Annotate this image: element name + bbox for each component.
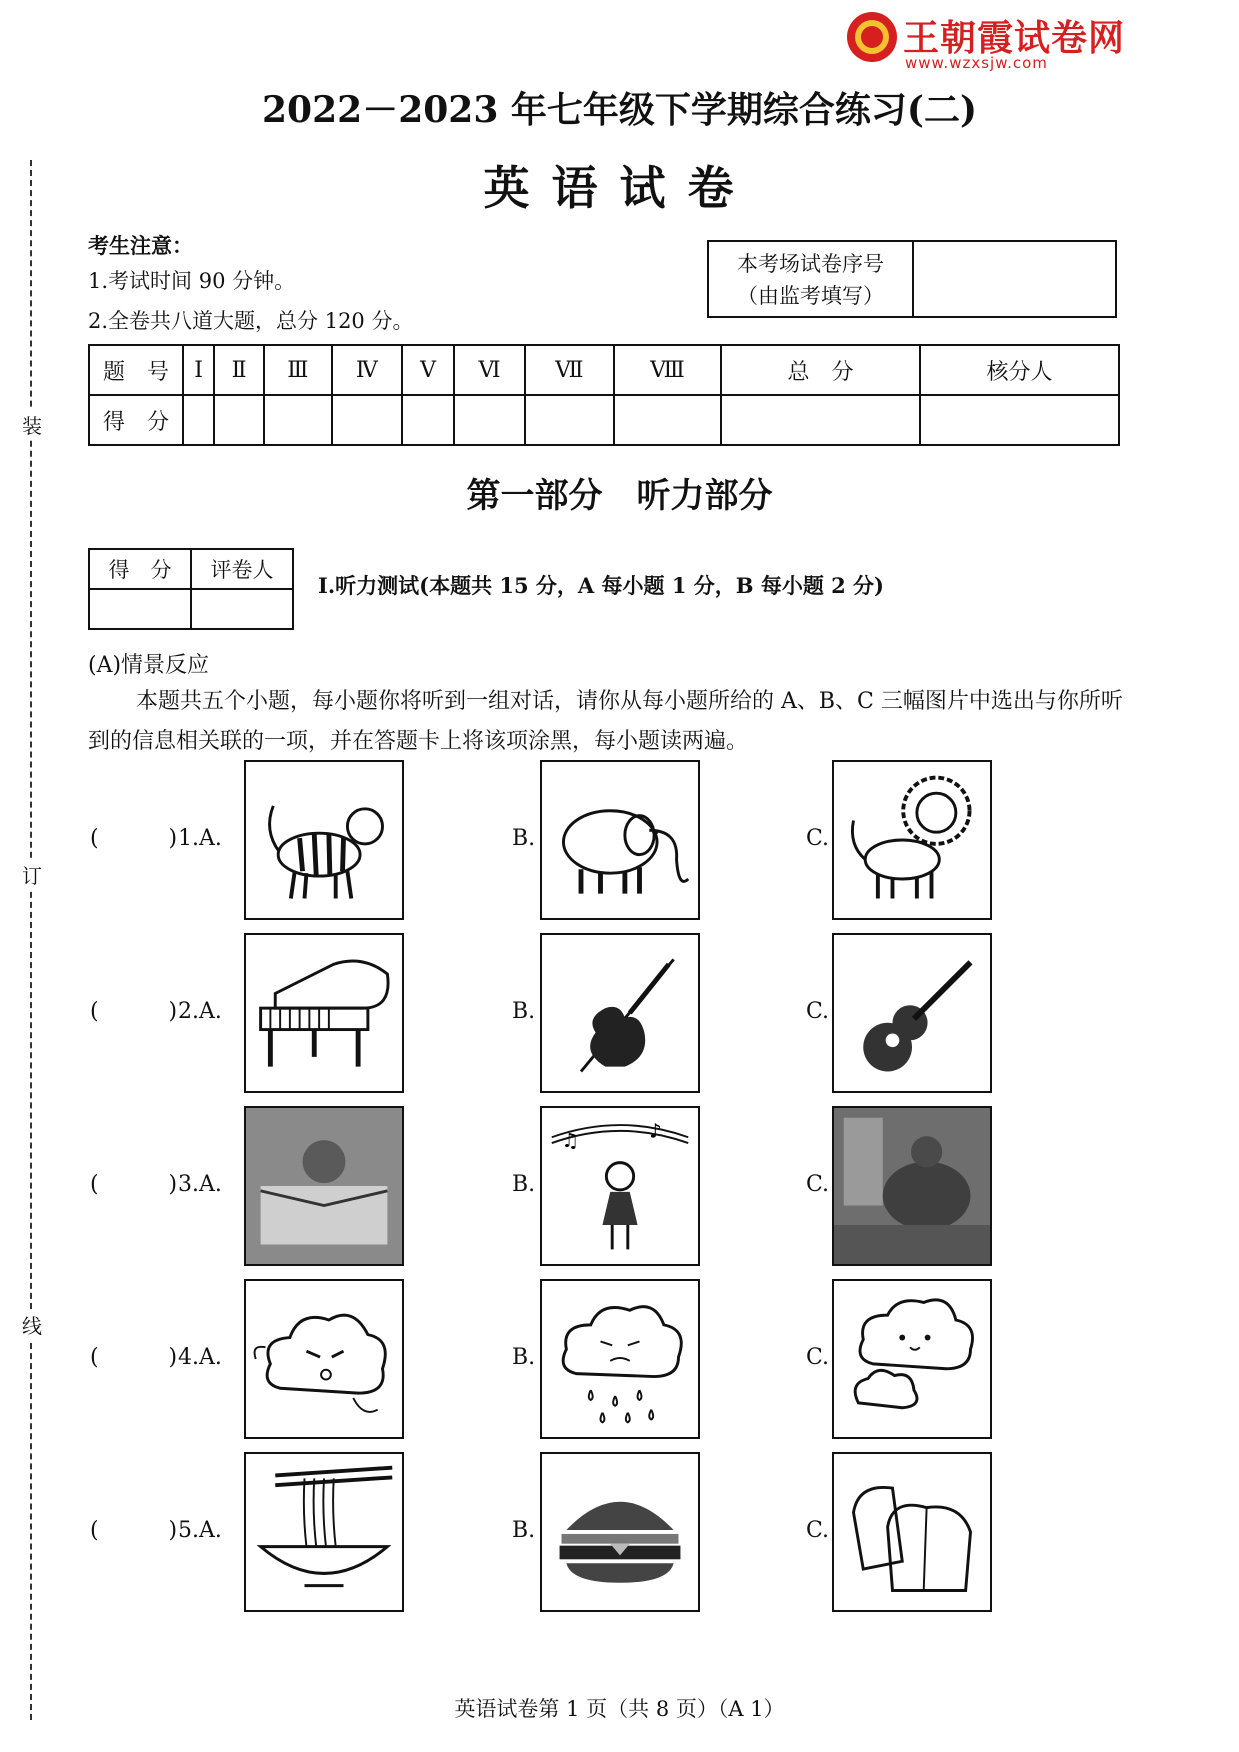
option-label: 4.A. bbox=[178, 1345, 222, 1370]
option-label: B. bbox=[512, 999, 536, 1024]
piano-icon[interactable] bbox=[244, 933, 404, 1093]
option-label: B. bbox=[512, 1345, 536, 1370]
watermark-logo bbox=[845, 8, 1165, 76]
answer-blank[interactable]: ( ) bbox=[90, 1518, 178, 1543]
svg-text:♫: ♫ bbox=[561, 1129, 579, 1152]
option-label: 5.A. bbox=[178, 1518, 222, 1543]
notice-heading: 考生注意： bbox=[88, 233, 193, 258]
score-col-header: Ⅲ bbox=[264, 345, 332, 395]
subject-title: 英语试卷 bbox=[483, 161, 756, 215]
guitar-icon[interactable] bbox=[832, 933, 992, 1093]
option-label: 1.A. bbox=[178, 826, 222, 851]
score-cell[interactable] bbox=[920, 395, 1119, 445]
answer-blank[interactable]: ( ) bbox=[90, 1345, 178, 1370]
score-cell[interactable] bbox=[183, 395, 214, 445]
score-cell[interactable] bbox=[614, 395, 721, 445]
score-col-header: Ⅳ bbox=[332, 345, 402, 395]
notice-item: 2.全卷共八道大题，总分 120 分。 bbox=[88, 309, 414, 333]
grader-name-cell[interactable] bbox=[191, 589, 293, 629]
score-table bbox=[88, 344, 1120, 446]
score-col-header: Ⅶ bbox=[525, 345, 614, 395]
serial-number-label: 本考场试卷序号 （由监考填写） bbox=[709, 242, 914, 316]
score-cell[interactable] bbox=[525, 395, 614, 445]
page-footer: 英语试卷第 1 页（共 8 页）（A 1） bbox=[454, 1697, 785, 1721]
question-row bbox=[0, 1279, 1239, 1444]
option-label: B. bbox=[512, 1518, 536, 1543]
score-row-label: 题 号 bbox=[89, 345, 183, 395]
score-col-header: Ⅰ bbox=[183, 345, 214, 395]
outdoor-photo[interactable] bbox=[832, 1106, 992, 1266]
bread-icon[interactable] bbox=[832, 1452, 992, 1612]
binding-mark-ding: 订 bbox=[22, 860, 42, 889]
score-cell[interactable] bbox=[264, 395, 332, 445]
score-cell[interactable] bbox=[332, 395, 402, 445]
score-cell[interactable] bbox=[721, 395, 920, 445]
notice-item: 1.考试时间 90 分钟。 bbox=[88, 269, 296, 293]
exam-title: 2022－2023 年七年级下学期综合练习(二) bbox=[262, 89, 977, 131]
elephant-icon[interactable] bbox=[540, 760, 700, 920]
option-label: B. bbox=[512, 826, 536, 851]
score-row-label: 得 分 bbox=[89, 395, 183, 445]
score-col-header: 总 分 bbox=[721, 345, 920, 395]
hamburger-icon[interactable] bbox=[540, 1452, 700, 1612]
question-row bbox=[0, 760, 1239, 925]
score-col-header: Ⅷ bbox=[614, 345, 721, 395]
watermark-name: 王朝霞试卷网 bbox=[903, 18, 1126, 59]
rainy-cloud-icon[interactable] bbox=[540, 1279, 700, 1439]
score-col-header: Ⅵ bbox=[454, 345, 525, 395]
cloudy-icon[interactable] bbox=[832, 1279, 992, 1439]
option-label: C. bbox=[806, 999, 830, 1024]
sub-heading: (A)情景反应 bbox=[88, 653, 210, 678]
question-row bbox=[0, 1452, 1239, 1617]
option-label: C. bbox=[806, 1518, 830, 1543]
noodles-icon[interactable] bbox=[244, 1452, 404, 1612]
reading-photo[interactable] bbox=[244, 1106, 404, 1266]
score-cell[interactable] bbox=[454, 395, 525, 445]
option-label: 3.A. bbox=[178, 1172, 222, 1197]
grader-score-label: 得 分 bbox=[89, 549, 191, 589]
section-heading: Ⅰ.听力测试(本题共 15 分，A 每小题 1 分，B 每小题 2 分) bbox=[318, 573, 884, 598]
option-label: C. bbox=[806, 1172, 830, 1197]
score-col-header: Ⅱ bbox=[214, 345, 264, 395]
serial-number-box[interactable] bbox=[707, 240, 1117, 318]
instructions: 本题共五个小题，每小题你将听到一组对话，请你从每小题所给的 A、B、C 三幅图片中选出与你所听到的信息相关联的一项，并在答题卡上将该项涂黑，每小题读两遍。 bbox=[88, 689, 1123, 754]
watermark-url: www.wzxsjw.com bbox=[905, 54, 1048, 72]
score-col-header: Ⅴ bbox=[402, 345, 454, 395]
answer-blank[interactable]: ( ) bbox=[90, 999, 178, 1024]
score-col-header: 核分人 bbox=[920, 345, 1119, 395]
answer-blank[interactable]: ( ) bbox=[90, 1172, 178, 1197]
option-label: C. bbox=[806, 826, 830, 851]
tiger-icon[interactable] bbox=[244, 760, 404, 920]
svg-text:♪: ♪ bbox=[649, 1119, 662, 1143]
singing-girl-icon[interactable] bbox=[540, 1106, 700, 1266]
score-cell[interactable] bbox=[402, 395, 454, 445]
question-row bbox=[0, 1106, 1239, 1271]
score-cell[interactable] bbox=[214, 395, 264, 445]
violin-icon[interactable] bbox=[540, 933, 700, 1093]
binding-mark-xian: 线 bbox=[22, 1310, 42, 1339]
grader-score-cell[interactable] bbox=[89, 589, 191, 629]
option-label: B. bbox=[512, 1172, 536, 1197]
option-label: C. bbox=[806, 1345, 830, 1370]
windy-cloud-icon[interactable] bbox=[244, 1279, 404, 1439]
answer-blank[interactable]: ( ) bbox=[90, 826, 178, 851]
grader-name-label: 评卷人 bbox=[191, 549, 293, 589]
seal-icon bbox=[845, 10, 899, 64]
question-row bbox=[0, 933, 1239, 1098]
option-label: 2.A. bbox=[178, 999, 222, 1024]
binding-mark-zhuang: 装 bbox=[22, 410, 42, 439]
part-title: 第一部分 听力部分 bbox=[466, 476, 773, 516]
grader-box bbox=[88, 548, 294, 630]
lion-icon[interactable] bbox=[832, 760, 992, 920]
